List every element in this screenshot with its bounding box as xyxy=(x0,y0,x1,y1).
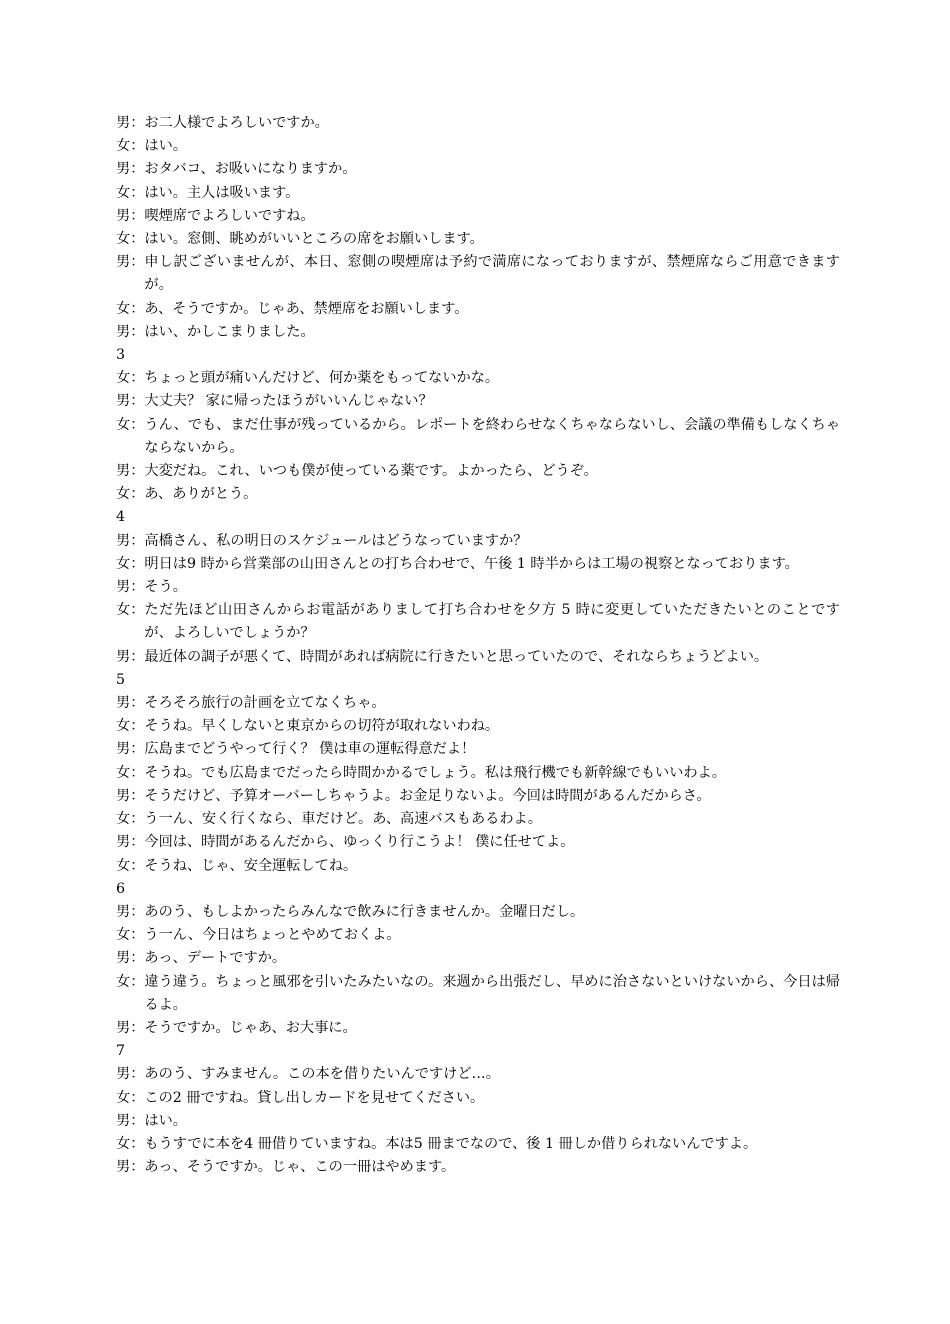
speaker-label: 女： xyxy=(116,973,145,990)
speaker-label: 女： xyxy=(116,1135,145,1152)
dialogue-text: 大変だね。これ、いつも僕が使っている薬です。よかったら、どうぞ。 xyxy=(144,463,598,480)
dialogue-line xyxy=(116,971,840,1017)
speaker-label: 男： xyxy=(116,1066,145,1083)
dialogue-text: 申し訳ございませんが、本日、窓側の喫煙席は予約で満席になっておりますが、禁煙席ならご用意できますが。 xyxy=(144,254,840,294)
dialogue-line xyxy=(116,251,840,297)
dialogue-line xyxy=(116,321,840,344)
dialogue-text: うん、でも、まだ仕事が残っているから。レポートを終わらせなくちゃならないし、会議の準備もしなくちゃならないから。 xyxy=(144,416,841,456)
speaker-label: 男： xyxy=(116,161,145,178)
dialogue-text: はい。 xyxy=(144,1112,187,1129)
dialogue-line xyxy=(116,1110,840,1133)
section-number: 6 xyxy=(116,880,126,897)
dialogue-line xyxy=(116,483,840,506)
speaker-label: 男： xyxy=(116,1159,145,1176)
dialogue-text: そろそろ旅行の計画を立てなくちゃ。 xyxy=(144,695,386,712)
speaker-label: 男： xyxy=(116,532,145,549)
dialogue-text: 大丈夫？ 家に帰ったほうがいいんじゃない？ xyxy=(144,393,433,410)
dialogue-text: はい。主人は吸います。 xyxy=(144,184,300,201)
dialogue-line xyxy=(116,947,840,970)
dialogue-line xyxy=(116,553,840,576)
dialogue-text: あのう、もしよかったらみんなで飲みに行きませんか。金曜日だし。 xyxy=(144,903,585,920)
speaker-label: 女： xyxy=(116,857,145,874)
section-number: 5 xyxy=(116,671,126,688)
section-number: 3 xyxy=(116,347,126,364)
speaker-label: 男： xyxy=(116,903,145,920)
dialogue-line xyxy=(116,599,840,645)
speaker-label: 男： xyxy=(116,1019,145,1036)
dialogue-line xyxy=(116,901,840,924)
speaker-label: 女： xyxy=(116,1089,145,1106)
section-number: 4 xyxy=(116,509,126,526)
dialogue-document xyxy=(116,112,840,1179)
speaker-label: 女： xyxy=(116,370,145,387)
dialogue-text: はい、かしこまりました。 xyxy=(144,323,315,340)
dialogue-line xyxy=(116,1156,840,1179)
dialogue-line xyxy=(116,390,840,413)
dialogue-text: あ、ありがとう。 xyxy=(144,486,258,503)
dialogue-text: はい。窓側、眺めがいいところの席をお願いします。 xyxy=(144,231,484,248)
speaker-label: 男： xyxy=(116,1112,145,1129)
dialogue-text: あっ、そうですか。じゃ、この一冊はやめます。 xyxy=(144,1159,456,1176)
dialogue-line xyxy=(116,1017,840,1040)
dialogue-text: この2 冊ですね。貸し出しカードを見せてください。 xyxy=(144,1089,485,1106)
speaker-label: 男： xyxy=(116,254,145,271)
speaker-label: 女： xyxy=(116,416,145,433)
dialogue-text: あっ、デートですか。 xyxy=(144,950,287,967)
dialogue-text: あ、そうですか。じゃあ、禁煙席をお願いします。 xyxy=(144,300,469,317)
speaker-label: 女： xyxy=(116,811,145,828)
dialogue-text: そうね、じゃ、安全運転してね。 xyxy=(144,857,358,874)
dialogue-text: お二人様でよろしいですか。 xyxy=(144,115,329,131)
speaker-label: 女： xyxy=(116,486,145,503)
dialogue-line xyxy=(116,182,840,205)
speaker-label: 女： xyxy=(116,764,145,781)
dialogue-line xyxy=(116,530,840,553)
dialogue-text: 今回は、時間があるんだから、ゆっくり行こうよ！ 僕に任せてよ。 xyxy=(144,834,575,851)
section-number: 7 xyxy=(116,1043,126,1060)
speaker-label: 男： xyxy=(116,207,145,224)
dialogue-line xyxy=(116,715,840,738)
dialogue-line xyxy=(116,785,840,808)
speaker-label: 女： xyxy=(116,138,145,155)
dialogue-text: ちょっと頭が痛いんだけど、何か薬をもってないかな。 xyxy=(144,370,500,387)
dialogue-text: 違う違う。ちょっと風邪を引いたみたいなの。来週から出張だし、早めに治さないといけないから、今日は帰るよ。 xyxy=(144,973,840,1013)
dialogue-line xyxy=(116,576,840,599)
speaker-label: 女： xyxy=(116,602,145,619)
speaker-label: 男： xyxy=(116,115,145,131)
dialogue-line xyxy=(116,367,840,390)
speaker-label: 女： xyxy=(116,231,145,248)
speaker-label: 男： xyxy=(116,579,145,596)
dialogue-line xyxy=(116,738,840,761)
speaker-label: 男： xyxy=(116,695,145,712)
speaker-label: 女： xyxy=(116,300,145,317)
speaker-label: 女： xyxy=(116,184,145,201)
dialogue-line xyxy=(116,1133,840,1156)
speaker-label: 男： xyxy=(116,787,145,804)
dialogue-line xyxy=(116,112,840,135)
dialogue-text: 高橋さん、私の明日のスケジュールはどうなっていますか？ xyxy=(144,532,528,549)
dialogue-line xyxy=(116,1087,840,1110)
dialogue-line xyxy=(116,831,840,854)
dialogue-text: おタバコ、お吸いになりますか。 xyxy=(144,161,357,178)
dialogue-text: う一ん、安く行くなら、車だけど。あ、高速バスもあるわよ。 xyxy=(144,811,542,828)
speaker-label: 女： xyxy=(116,718,145,735)
speaker-label: 男： xyxy=(116,463,145,480)
dialogue-line xyxy=(116,808,840,831)
dialogue-text: 広島までどうやって行く？ 僕は車の運転得意だよ！ xyxy=(144,741,476,758)
dialogue-line xyxy=(116,924,840,947)
dialogue-line xyxy=(116,414,840,460)
dialogue-text: 喫煙席でよろしいですね。 xyxy=(144,207,315,224)
speaker-label: 男： xyxy=(116,834,145,851)
dialogue-text: もうすでに本を4 冊借りていますね。本は5 冊までなので、後 1 冊しか借りられないんですよ。 xyxy=(144,1135,758,1152)
dialogue-line xyxy=(116,646,840,669)
dialogue-line xyxy=(116,158,840,181)
dialogue-line xyxy=(116,228,840,251)
speaker-label: 女： xyxy=(116,927,145,944)
speaker-label: 男： xyxy=(116,323,145,340)
dialogue-text: ただ先ほど山田さんからお電話がありまして打ち合わせを夕方 5 時に変更していただきたいとのことですが、よろしいでしょうか？ xyxy=(144,602,840,642)
dialogue-text: そうですか。じゃあ、お大事に。 xyxy=(144,1019,357,1036)
dialogue-line xyxy=(116,205,840,228)
speaker-label: 男： xyxy=(116,648,145,665)
speaker-label: 男： xyxy=(116,950,145,967)
dialogue-text: う一ん、今日はちょっとやめておくよ。 xyxy=(144,927,401,944)
dialogue-text: そうだけど、予算オーバーしちゃうよ。お金足りないよ。今回は時間があるんだからさ。 xyxy=(144,787,711,804)
dialogue-text: そう。 xyxy=(144,579,187,596)
dialogue-line xyxy=(116,762,840,785)
dialogue-line xyxy=(116,855,840,878)
dialogue-line xyxy=(116,460,840,483)
dialogue-text: はい。 xyxy=(144,138,187,155)
dialogue-text: そうね。でも広島までだったら時間かかるでしょう。私は飛行機でも新幹線でもいいわよ。 xyxy=(144,764,726,781)
dialogue-line xyxy=(116,1063,840,1086)
speaker-label: 男： xyxy=(116,741,145,758)
dialogue-line xyxy=(116,692,840,715)
dialogue-text: 最近体の調子が悪くて、時間があれば病院に行きたいと思っていたので、それならちょうどよい。 xyxy=(144,648,769,665)
dialogue-line xyxy=(116,135,840,158)
dialogue-text: 明日は9 時から営業部の山田さんとの打ち合わせで、午後 1 時半からは工場の視察となっております。 xyxy=(144,555,799,572)
speaker-label: 女： xyxy=(116,555,145,572)
dialogue-text: あのう、すみません。この本を借りたいんですけど…。 xyxy=(144,1066,500,1083)
speaker-label: 男： xyxy=(116,393,145,410)
dialogue-text: そうね。早くしないと東京からの切符が取れないわね。 xyxy=(144,718,500,735)
dialogue-line xyxy=(116,298,840,321)
